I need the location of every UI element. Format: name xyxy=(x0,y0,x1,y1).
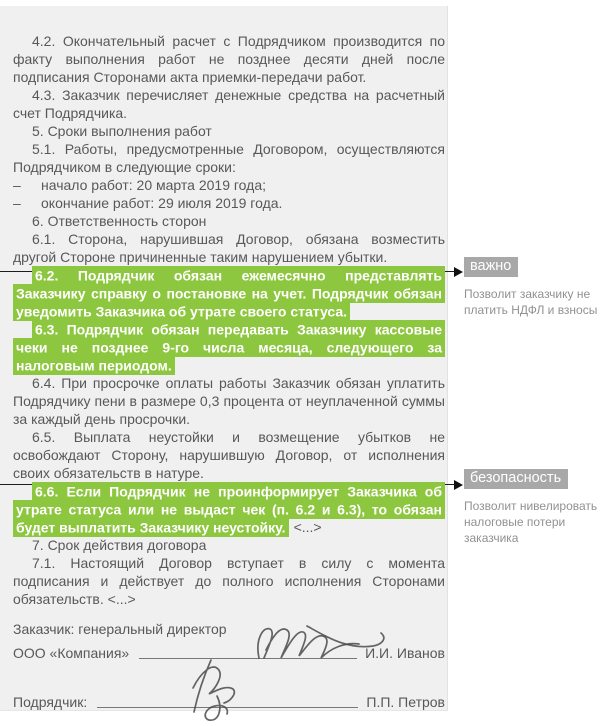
list-item xyxy=(13,194,445,212)
list-dash: – xyxy=(13,195,21,211)
paragraph-7-1: 7.1. Настоящий Договор вступает в силу с момента подписания и действует до полного исполнения Сторонами обязательств. <...> xyxy=(13,555,445,607)
note-text: Позволит нивелировать налоговые потери заказчика xyxy=(464,499,598,545)
section-heading-7: 7. Срок действия договора xyxy=(32,537,207,553)
customer-company-label: ООО «Компания» xyxy=(13,645,130,661)
contractor-name: П.П. Петров xyxy=(366,694,445,710)
contractor-handwritten-signature xyxy=(171,656,281,726)
paragraph-4-2: 4.2. Окончательный расчет с Подрядчиком производится по факту выполнения работ не позднее десяти дней после подписания Сторонами акта приемки-передачи работ. xyxy=(13,33,445,85)
ellipsis-mark: <...> xyxy=(293,519,322,535)
green-highlight: 6.6. Если Подрядчик не проинформирует Заказчика об утрате статуса или не выдаст чек (п. 6.2 и 6.3), то обязан будет выплатить Заказчику неустойку. xyxy=(13,482,445,537)
list-dash: – xyxy=(13,177,21,193)
customer-name: И.И. Иванов xyxy=(365,645,445,661)
list-item-text: окончание работ: 29 июля 2019 года. xyxy=(41,195,283,211)
green-highlight: 6.3. Подрядчик обязан передавать Заказчику кассовые чеки не позднее 9-го числа месяца, следующего за налоговым периодом. xyxy=(13,320,445,375)
paragraph-5-1: 5.1. Работы, предусмотренные Договором, осуществляются Подрядчиком в следующие сроки: xyxy=(13,141,445,175)
customer-role-line: Заказчик: генеральный директор xyxy=(13,621,227,637)
paragraph-6-3-highlighted xyxy=(13,320,445,374)
note-text: Позволит заказчику не платить НДФЛ и взносы xyxy=(464,287,598,317)
section-heading-5: 5. Сроки выполнения работ xyxy=(32,123,212,139)
paragraph-6-1: 6.1. Сторона, нарушившая Договор, обязана возместить другой Стороне причиненные таким нарушением убытки. xyxy=(13,231,445,265)
green-highlight: 6.2. Подрядчик обязан ежемесячно представлять Заказчику справку о постановке на учет. Подрядчик обязан уведомить Заказчика об утрате своего статуса. xyxy=(13,266,445,321)
list-item xyxy=(13,176,445,194)
contract-text xyxy=(13,32,445,608)
margin-note-safety xyxy=(464,469,598,546)
section-heading-6: 6. Ответственность сторон xyxy=(32,213,207,229)
margin-note-important xyxy=(464,257,598,318)
paragraph-4-3: 4.3. Заказчик перечисляет денежные средства на расчетный счет Подрядчика. xyxy=(13,87,445,121)
list-item-text: начало работ: 20 марта 2019 года; xyxy=(41,177,266,193)
signature-block xyxy=(13,620,445,711)
note-badge-safety: безопасность xyxy=(464,469,568,489)
paragraph-6-2-highlighted xyxy=(13,266,445,320)
note-badge-important: важно xyxy=(464,257,518,277)
contract-page xyxy=(0,6,448,711)
paragraph-6-4: 6.4. При просрочке оплаты работы Заказчик обязан уплатить Подрядчику пени в размере 0,3 процента от неуплаченной суммы за каждый день просрочки. xyxy=(13,375,445,427)
contractor-label: Подрядчик: xyxy=(13,694,88,710)
paragraph-6-5: 6.5. Выплата неустойки и возмещение убытков не освобождают Сторону, нарушившую Договор, от исполнения своих обязательств в натуре. xyxy=(13,429,445,481)
paragraph-6-6-highlighted xyxy=(13,482,445,536)
